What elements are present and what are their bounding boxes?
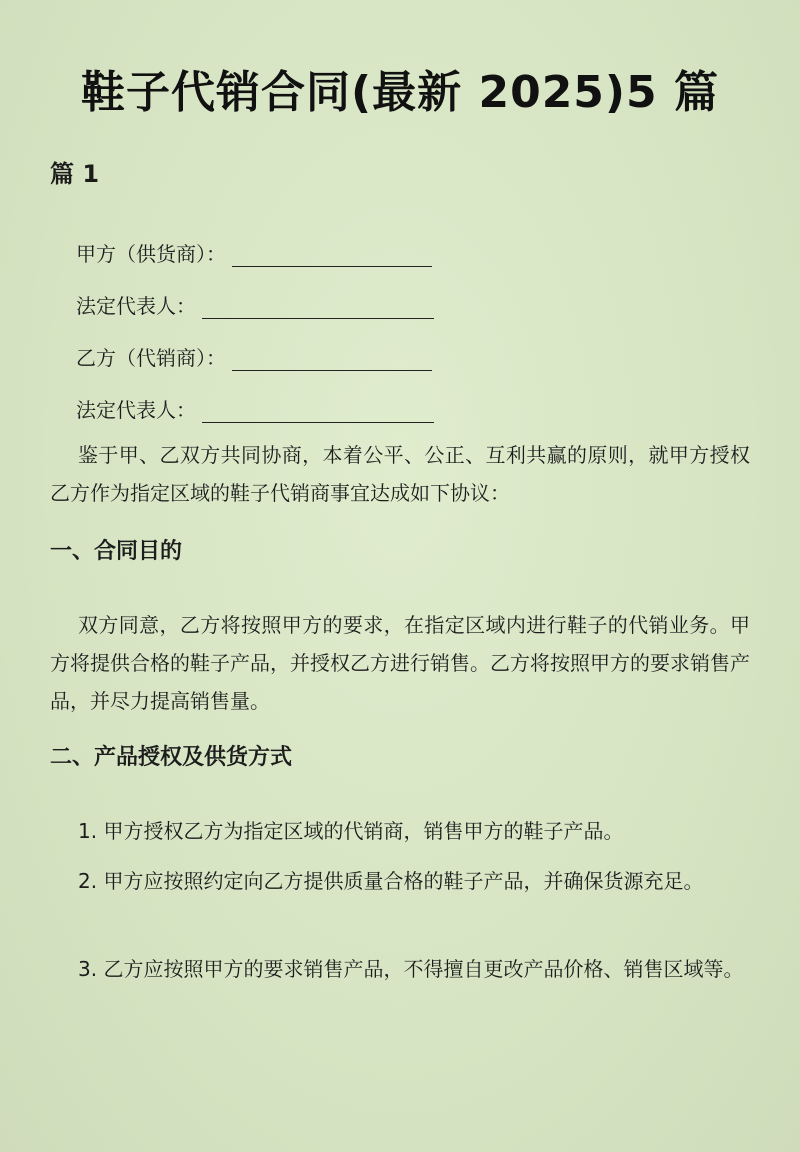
field-label: 法定代表人： (76, 294, 196, 318)
clause1-body: 双方同意，乙方将按照甲方的要求，在指定区域内进行鞋子的代销业务。甲方将提供合格的鞋子产品，并授权乙方进行销售。乙方将按照甲方的要求销售产品，并尽力提高销售量。 (50, 613, 750, 713)
clause2-item: 2. 甲方应按照约定向乙方提供质量合格的鞋子产品，并确保货源充足。 (78, 869, 704, 893)
field-label: 甲方（供货商）： (76, 242, 226, 266)
field-legal-rep-a (76, 290, 434, 319)
section-label: 篇 1 (50, 160, 100, 188)
field-party-a (76, 238, 432, 267)
blank-line (202, 300, 434, 319)
preamble-paragraph: 鉴于甲、乙双方共同协商，本着公平、公正、互利共赢的原则，就甲方授权乙方作为指定区域的鞋子代销商事宜达成如下协议： (50, 443, 750, 505)
blank-line (232, 352, 432, 371)
field-label: 乙方（代销商）： (76, 346, 226, 370)
field-label: 法定代表人： (76, 398, 196, 422)
field-party-b (76, 342, 432, 371)
clause2-item: 3. 乙方应按照甲方的要求销售产品，不得擅自更改产品价格、销售区域等。 (78, 957, 744, 981)
clause2-heading: 二、产品授权及供货方式 (50, 745, 293, 770)
clause1-heading: 一、合同目的 (50, 539, 183, 564)
field-legal-rep-b (76, 394, 434, 423)
blank-line (232, 248, 432, 267)
blank-line (202, 404, 434, 423)
document-title: 鞋子代销合同(最新 2025)5 篇 (81, 67, 719, 118)
clause2-item: 1. 甲方授权乙方为指定区域的代销商，销售甲方的鞋子产品。 (78, 819, 624, 843)
